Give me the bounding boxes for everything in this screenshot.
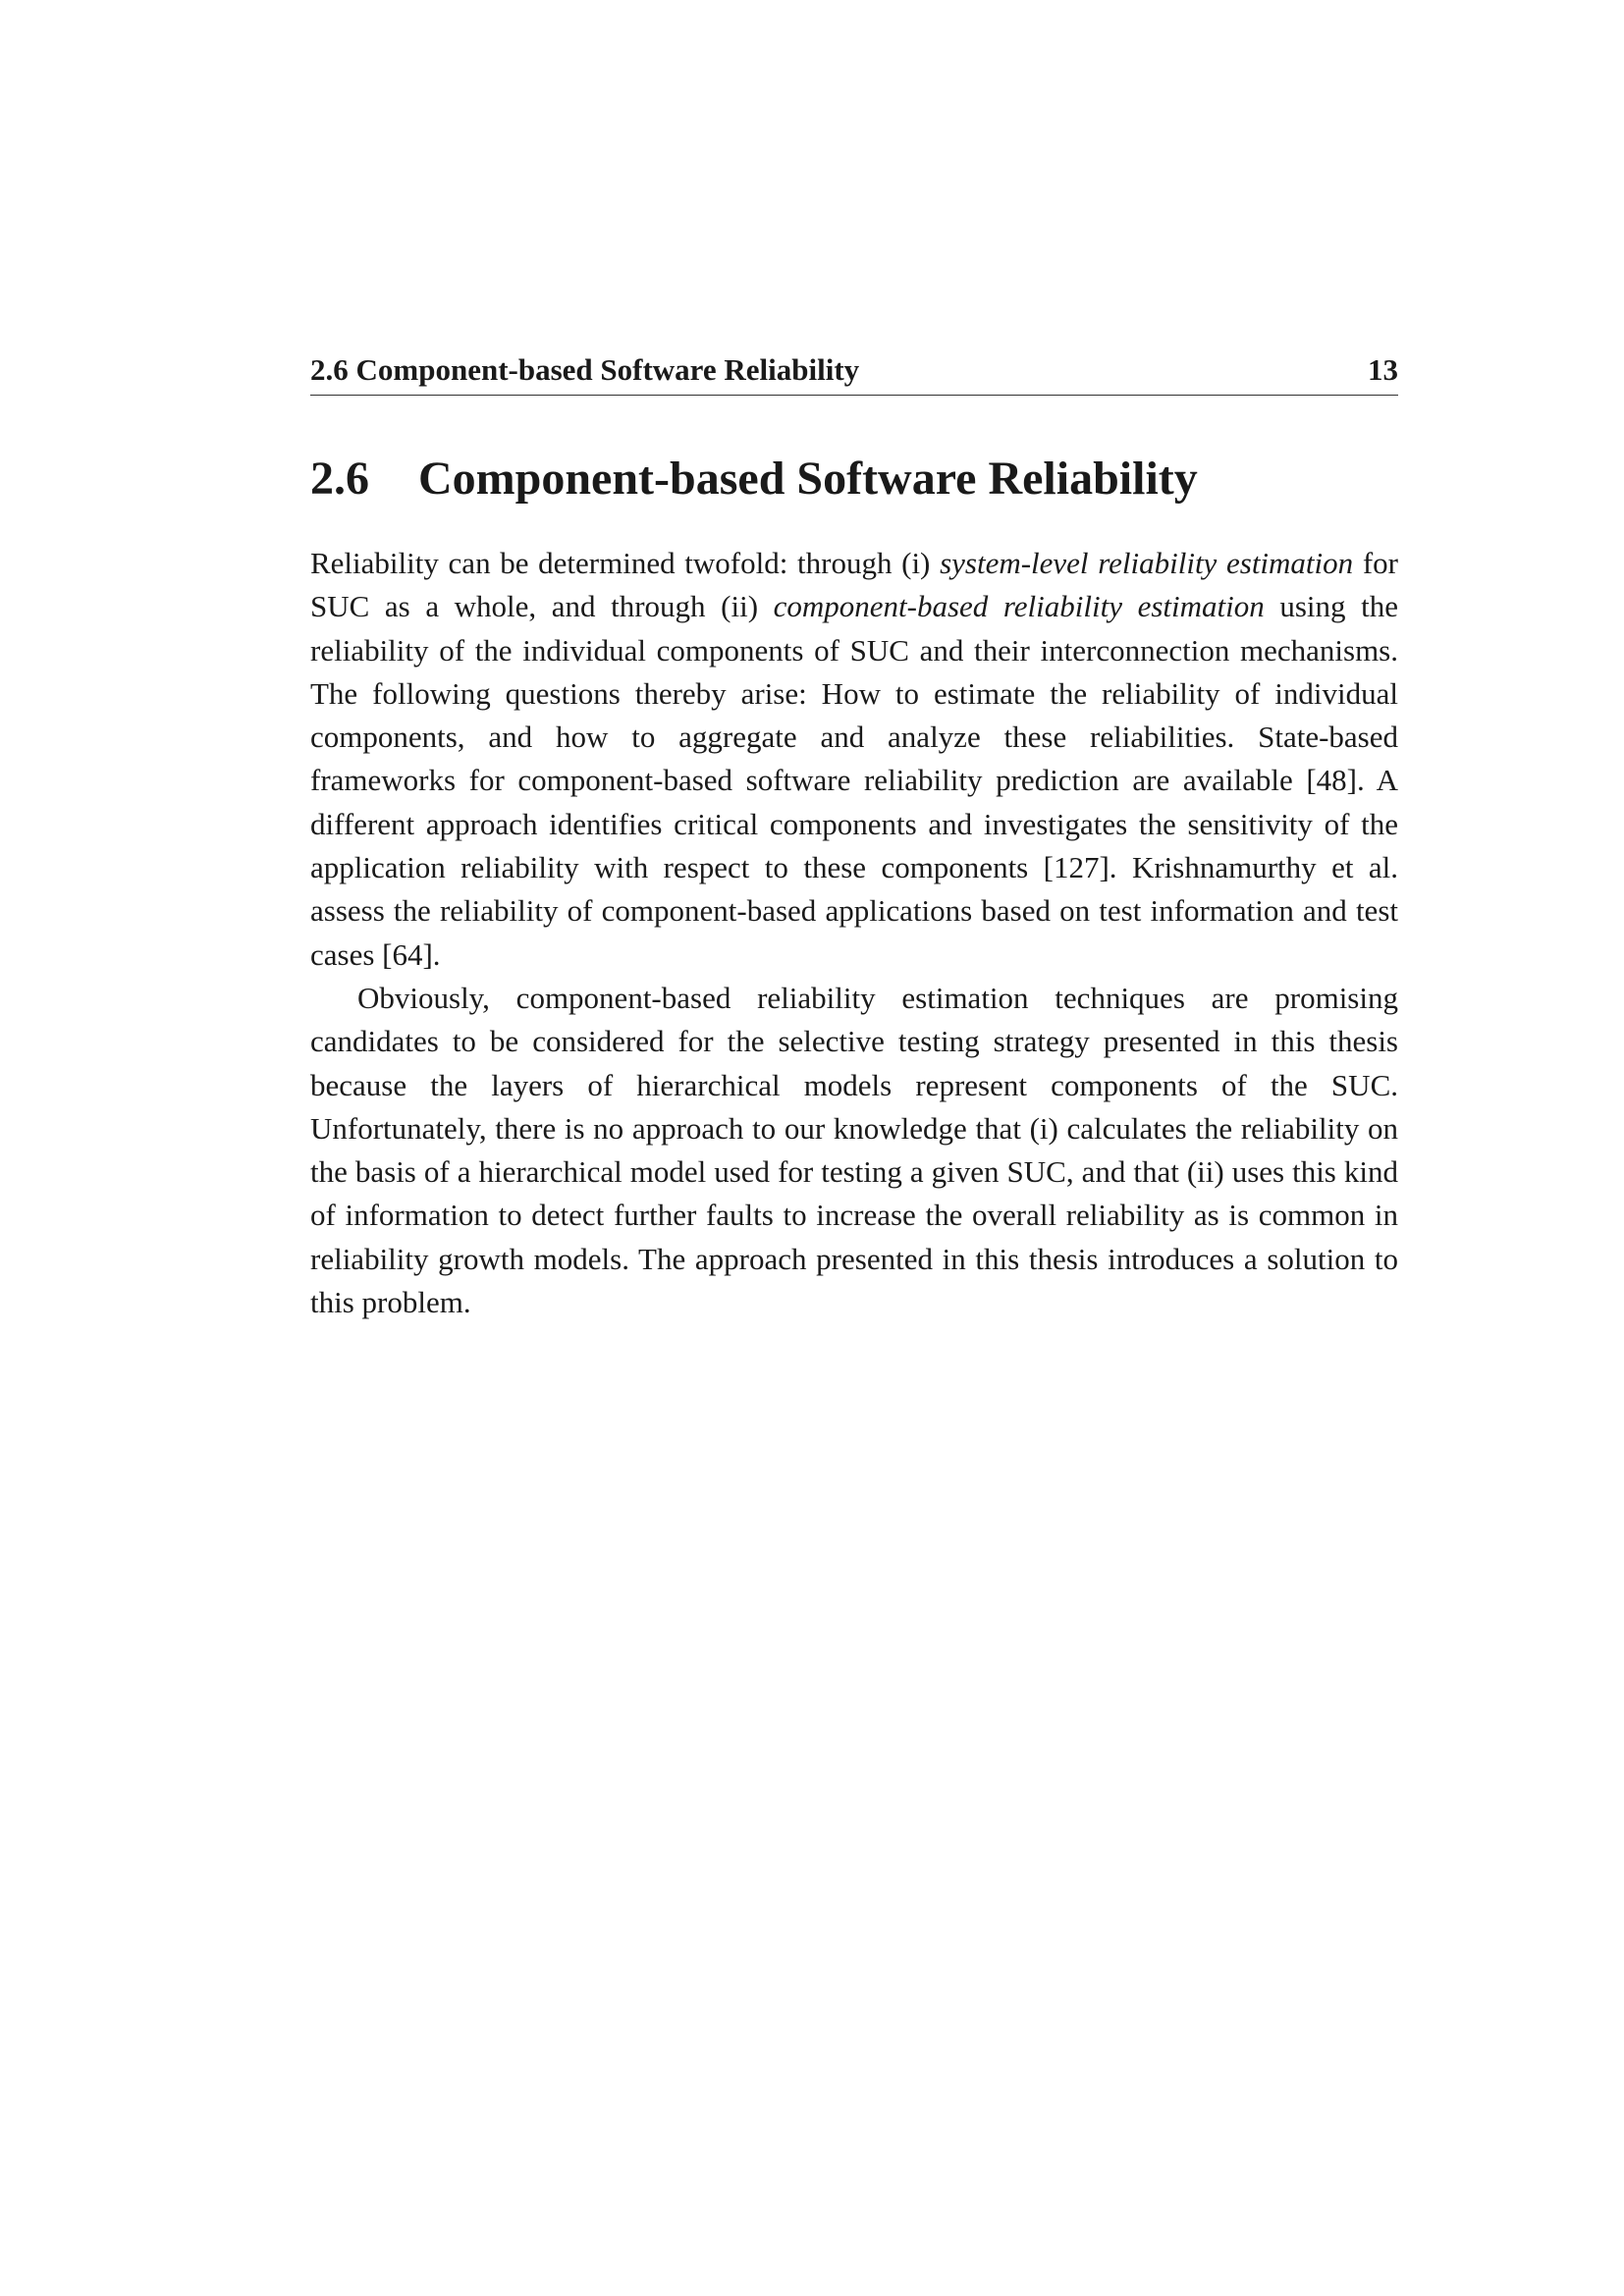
page-number: 13 bbox=[1368, 352, 1398, 387]
paragraph-1-text-a: Reliability can be determined twofold: through (i) bbox=[310, 546, 941, 580]
section-title: Component-based Software Reliability bbox=[418, 453, 1198, 505]
paragraph-1-text-c: using the reliability of the individual components of SUC and their interconnection mechanisms. The following questions thereby arise: How to estimate the reliability of individual components, and how to aggregate and analyze these reliabilities. State-based frameworks for component-based software reliability prediction are available [48]. A different approach identifies critical components and investigates the sensitivity of the application reliability with respect to these components [127]. Krishnamurthy et al. assess the reliability of component-based applications based on test information and test cases [64]. bbox=[310, 589, 1398, 972]
paragraph-1 bbox=[310, 542, 1398, 977]
paragraph-1-emphasis-b: component-based reliability estimation bbox=[773, 589, 1265, 624]
section-heading bbox=[310, 450, 1398, 508]
section-number: 2.6 bbox=[310, 453, 369, 505]
body-text bbox=[310, 542, 1398, 1324]
paragraph-1-emphasis-a: system-level reliability estimation bbox=[940, 546, 1354, 580]
running-header-title: 2.6 Component-based Software Reliability bbox=[310, 352, 860, 387]
paragraph-1-text-b: for SUC as a whole, and through (ii) bbox=[310, 546, 1398, 624]
paragraph-2: Obviously, component-based reliability estimation techniques are promising candidates to be considered for the selective testing strategy presented in this thesis because the layers of hierarchical models represent components of the SUC. Unfortunately, there is no approach to our knowledge that (i) calculates the reliability on the basis of a hierarchical model used for testing a given SUC, and that (ii) uses this kind of information to detect further faults to increase the overall reliability as is common in reliability growth models. The approach presented in this thesis introduces a solution to this problem. bbox=[310, 980, 1398, 1320]
running-header bbox=[310, 348, 1398, 396]
